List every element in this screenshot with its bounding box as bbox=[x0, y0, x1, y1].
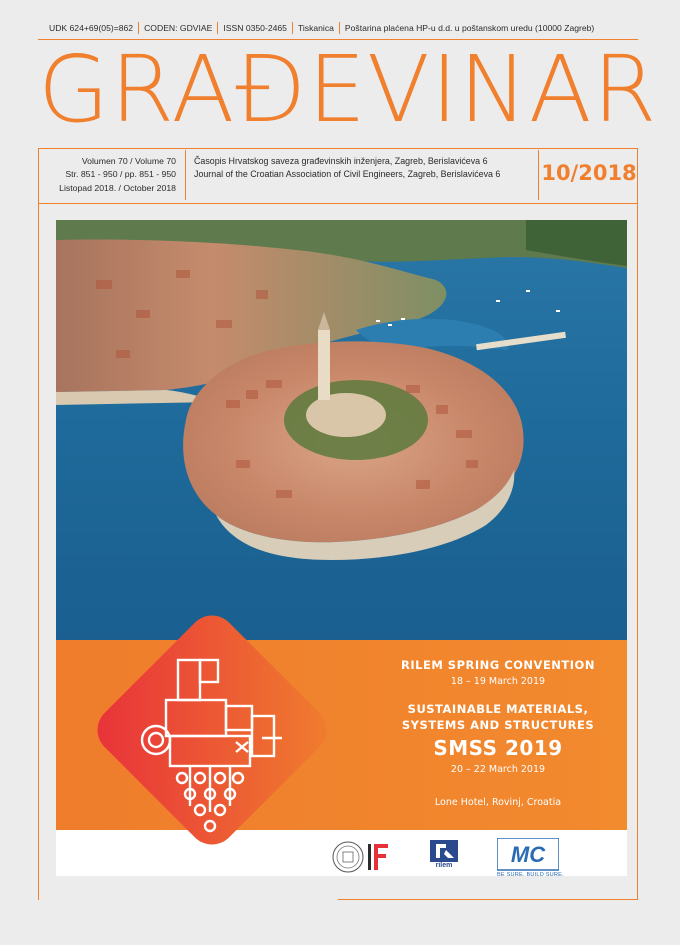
event-venue: Lone Hotel, Rovinj, Croatia bbox=[434, 797, 562, 808]
event-rilem-date: 18 – 19 March 2019 bbox=[450, 676, 546, 687]
journal-name-hr: Časopis Hrvatskog saveza građevinskih inženjera, Zagreb, Berislavićeva 6 bbox=[194, 156, 488, 166]
event-rilem-title: RILEM SPRING CONVENTION bbox=[401, 658, 595, 672]
info-divider-1 bbox=[185, 150, 186, 200]
event-smss-acronym: SMSS 2019 bbox=[433, 736, 563, 760]
mc-tagline: BE SURE. BUILD SURE. bbox=[497, 872, 564, 878]
masthead-bottom-rule bbox=[38, 148, 638, 149]
rilem-logo-icon bbox=[428, 838, 460, 864]
catalog-line bbox=[44, 20, 599, 36]
volume-info bbox=[52, 155, 176, 195]
date-line: Listopad 2018. / October 2018 bbox=[59, 182, 176, 193]
issn-code: ISSN 0350-2465 bbox=[217, 22, 292, 34]
floor-plan-badge bbox=[86, 602, 338, 872]
mc-logo-icon bbox=[497, 838, 559, 874]
cover-photo bbox=[56, 220, 627, 640]
event-smss-title-2: SYSTEMS AND STRUCTURES bbox=[401, 718, 595, 732]
tiskanica-label: Tiskanica bbox=[292, 22, 339, 34]
journal-info bbox=[194, 155, 539, 182]
frame-left-rule bbox=[38, 148, 39, 900]
frame-right-rule bbox=[637, 148, 638, 900]
event-smss-title-1: SUSTAINABLE MATERIALS, bbox=[407, 702, 589, 716]
frame-top-rule bbox=[38, 203, 638, 204]
udk-code: UDK 624+69(05)=862 bbox=[49, 23, 134, 33]
university-seal-logo bbox=[330, 838, 400, 876]
masthead-title: GRAĐEVINAR bbox=[38, 36, 658, 143]
issue-number: 10/2018 bbox=[541, 161, 637, 185]
rilem-wordmark: rilem bbox=[435, 862, 453, 869]
volume-line: Volumen 70 / Volume 70 bbox=[81, 156, 176, 166]
coden-code: CODEN: GDVIAE bbox=[138, 22, 217, 34]
pages-line: Str. 851 - 950 / pp. 851 - 950 bbox=[65, 169, 176, 180]
event-smss-date: 20 – 22 March 2019 bbox=[450, 764, 546, 775]
mc-mark: MC bbox=[510, 842, 546, 867]
frame-bottom-rule bbox=[338, 899, 638, 900]
journal-name-en: Journal of the Croatian Association of Civil Engineers, Zagreb, Berislavićeva 6 bbox=[194, 169, 501, 180]
aerial-town-illustration bbox=[56, 220, 627, 640]
postarina-note: Poštarina plaćena HP-u d.d. u poštanskom uredu (10000 Zagreb) bbox=[339, 22, 599, 34]
